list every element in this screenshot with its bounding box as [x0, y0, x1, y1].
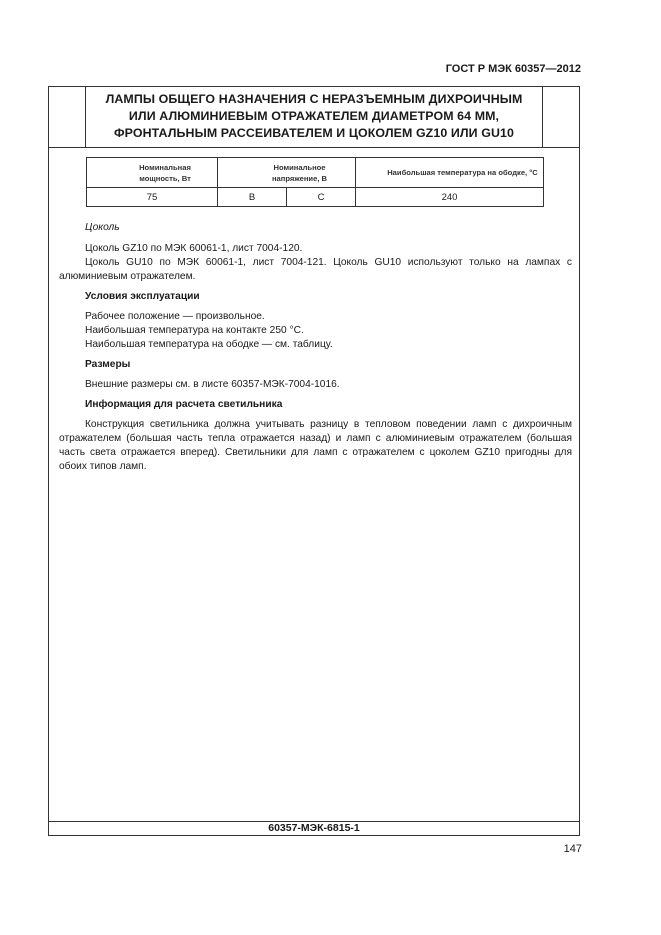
header-power: Номинальная мощность, Вт — [87, 158, 218, 188]
table-header-row — [87, 158, 544, 188]
title-box — [49, 87, 579, 148]
cell-power: 75 — [87, 188, 218, 207]
page-number: 147 — [563, 843, 582, 855]
operation-heading: Условия эксплуатации — [85, 291, 200, 302]
sheet-title — [85, 91, 543, 142]
table-row — [87, 188, 544, 207]
title-line-2: ИЛИ АЛЮМИНИЕВЫМ ОТРАЖАТЕЛЕМ ДИАМЕТРОМ 64 ММ, — [128, 109, 500, 123]
cap-label: Цоколь — [85, 222, 120, 233]
cell-temperature: 240 — [356, 188, 544, 207]
lamp-ratings-table — [86, 157, 544, 207]
cell-voltage-b: B — [218, 188, 287, 207]
title-line-1: ЛАМПЫ ОБЩЕГО НАЗНАЧЕНИЯ С НЕРАЗЪЕМНЫМ ДИХРОИЧНЫМ — [105, 92, 523, 106]
operation-line-3: Наибольшая температура на ободке — см. таблицу. — [85, 339, 333, 350]
dimensions-text: Внешние размеры см. в листе 60357-МЭК-7004-1016. — [85, 379, 340, 390]
luminaire-text: Конструкция светильника должна учитывать разницу в тепловом поведении ламп с дихроичным отражателем (большая часть тепла отражается назад) и ламп с алюминиевым отражателем (большая часть света отражается вперед). Светильники для ламп с отражателем с цоколем GZ10 пригодны для обоих типов ламп. — [59, 419, 572, 472]
cell-voltage-c: C — [287, 188, 356, 207]
cap-paragraph-2: Цоколь GU10 по МЭК 60061-1, лист 7004-121. Цоколь GU10 используют только на лампах с алюминиевым отражателем. — [59, 257, 572, 282]
luminaire-heading: Информация для расчета светильника — [85, 399, 283, 410]
title-line-3: ФРОНТАЛЬНЫМ РАССЕИВАТЕЛЕМ И ЦОКОЛЕМ GZ10 ИЛИ GU10 — [114, 126, 514, 140]
operation-line-2: Наибольшая температура на контакте 250 °С. — [85, 325, 304, 336]
cap-paragraph-1: Цоколь GZ10 по МЭК 60061-1, лист 7004-120. — [85, 243, 303, 254]
page-frame — [48, 86, 580, 836]
operation-line-1: Рабочее положение — произвольное. — [85, 311, 265, 322]
standard-number: ГОСТ Р МЭК 60357—2012 — [445, 63, 581, 75]
dimensions-heading: Размеры — [85, 359, 131, 370]
header-voltage: Номинальное напряжение, В — [218, 158, 356, 188]
body-text — [59, 221, 572, 474]
header-temperature: Наибольшая температура на ободке, °С — [356, 158, 544, 188]
sheet-id: 60357-МЭК-6815-1 — [49, 821, 579, 835]
